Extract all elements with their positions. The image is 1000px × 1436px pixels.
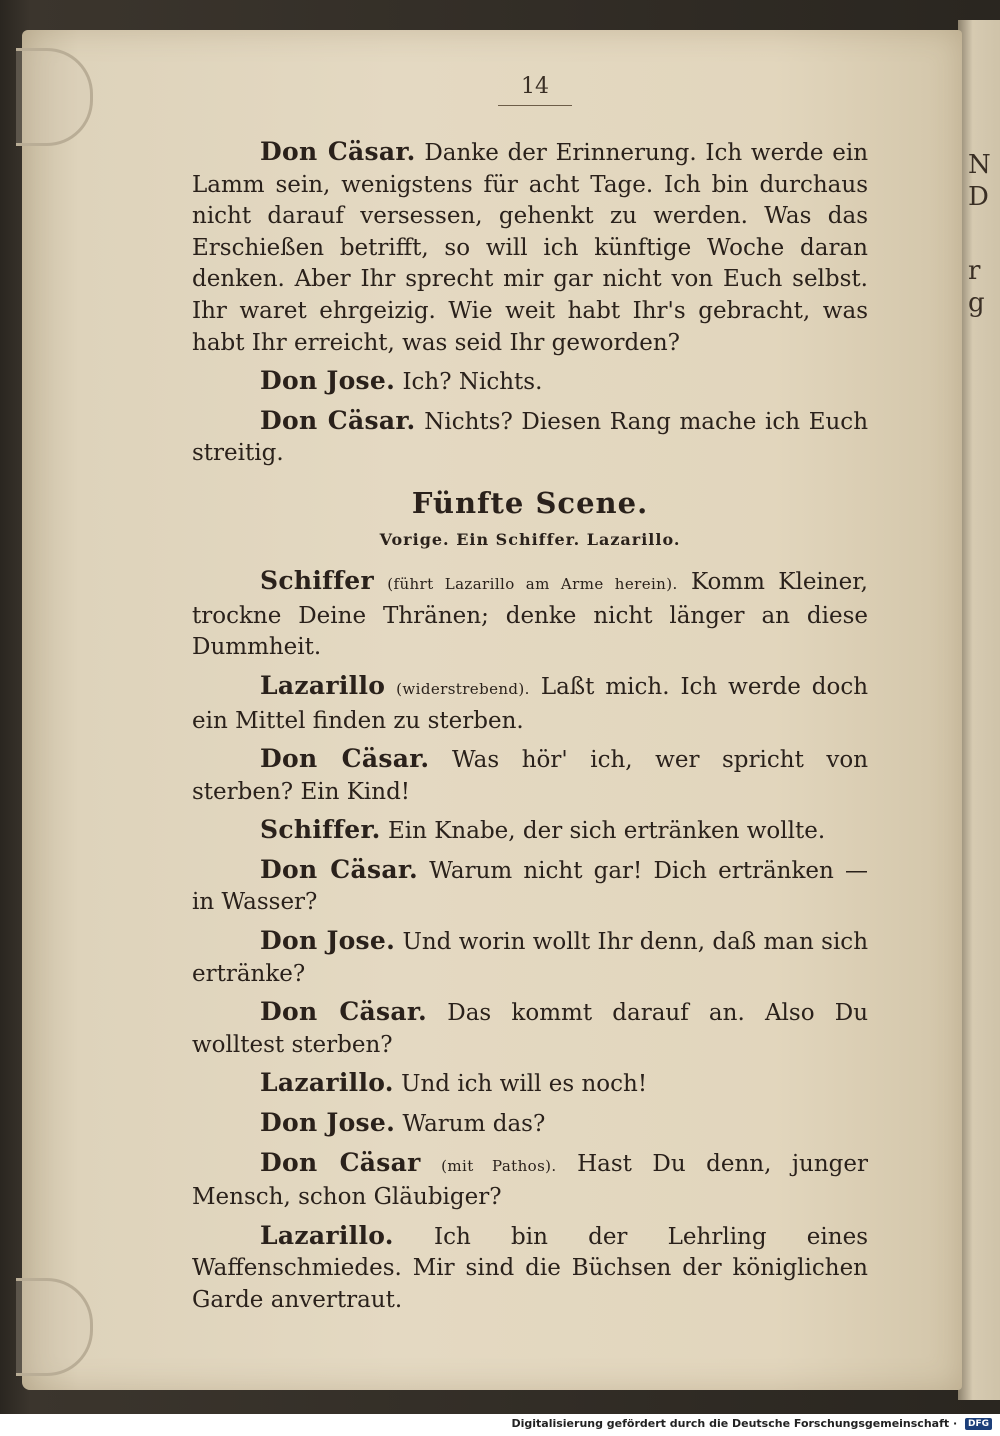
dialogue-text: Ich bin der Lehrling eines Waffenschmiedes. Mir sind die Büchsen der königlichen Garde anvertraut.: [192, 1223, 868, 1313]
speaker-name: Don Jose.: [260, 1108, 396, 1138]
dialogue-paragraph: [192, 925, 868, 990]
dialogue-paragraph: [192, 136, 868, 359]
dialogue-text: Ich? Nichts.: [402, 369, 543, 396]
facing-page-edge: [958, 20, 1000, 1400]
dialogue-text: Warum das?: [402, 1111, 546, 1138]
speaker-name: Don Cäsar: [260, 1147, 421, 1177]
dialogue-paragraph: [192, 365, 868, 399]
stage-direction: (mit Pathos).: [441, 1156, 557, 1175]
dialogue-text: Und worin wollt Ihr denn, daß man sich ertränke?: [192, 929, 869, 987]
dfg-logo-icon: DFG: [965, 1418, 992, 1430]
page-number: 14: [498, 74, 572, 106]
dialogue-text: Laßt mich. Ich werde doch ein Mittel finden zu sterben.: [192, 673, 869, 734]
page-text: [192, 136, 868, 1323]
dialogue-paragraph: [192, 405, 868, 470]
speaker-name: Don Cäsar.: [260, 405, 416, 435]
dialogue-text: Was hör' ich, wer spricht von sterben? Ein Kind!: [192, 747, 869, 805]
dialogue-text: Ein Knabe, der sich ertränken wollte.: [387, 818, 826, 845]
dialogue-paragraph: [192, 1147, 868, 1214]
speaker-name: Lazarillo: [260, 670, 386, 700]
dialogue-paragraph: [192, 996, 868, 1061]
top-page-clip: [16, 48, 93, 146]
dialogue-paragraph: [192, 743, 868, 808]
dialogue-paragraph: [192, 814, 868, 848]
facing-page-fragment: N: [968, 150, 991, 180]
speaker-name: Don Cäsar.: [260, 854, 419, 884]
dialogue-paragraph: [192, 1220, 868, 1317]
speaker-name: Don Jose.: [260, 366, 396, 396]
dialogue-text: Danke der Erinnerung. Ich werde ein Lamm sein, wenigstens für acht Tage. Ich bin durchaus nicht darauf versessen, gehenkt zu werden. Was das Erschießen betrifft, so will ich künftige Woche daran denken. Aber Ihr sprecht mir gar nicht von Euch selbst. Ihr waret ehrgeizig. Wie weit habt Ihr's gebracht, was habt Ihr erreicht, was seid Ihr geworden?: [192, 140, 869, 356]
speaker-name: Don Cäsar.: [260, 997, 428, 1027]
scene-heading: Fünfte Scene.: [411, 485, 649, 520]
dialogue-text: Warum nicht gar! Dich ertränken — in Wasser?: [192, 857, 869, 916]
dialogue-paragraph: [192, 854, 868, 919]
stage-direction: (führt Lazarillo am Arme herein).: [387, 575, 678, 594]
dialogue-text: Das kommt darauf an. Also Du wolltest sterben?: [192, 1000, 869, 1058]
dialogue-text: Nichts? Diesen Rang mache ich Euch streitig.: [192, 408, 869, 467]
dialogue-paragraph: [192, 1067, 868, 1101]
dialogue-paragraph: [192, 670, 868, 737]
speaker-name: Don Jose.: [260, 926, 396, 956]
dialogue-text: Komm Kleiner, trockne Deine Thränen; denke nicht länger an diese Dummheit.: [192, 569, 868, 661]
funding-credit-text: Digitalisierung gefördert durch die Deutsche Forschungsgemeinschaft: [511, 1417, 950, 1430]
funding-credit: Digitalisierung gefördert durch die Deutsche Forschungsgemeinschaft · DFG: [511, 1417, 992, 1430]
speaker-name: Don Cäsar.: [260, 744, 430, 774]
digitization-footer: [0, 1414, 1000, 1436]
dialogue-paragraph: [192, 1107, 868, 1141]
bottom-page-clip: [16, 1278, 93, 1376]
facing-page-fragment: D: [968, 182, 989, 212]
speaker-name: Lazarillo.: [260, 1068, 394, 1098]
speaker-name: Schiffer.: [260, 815, 381, 845]
speaker-name: Don Cäsar.: [260, 137, 416, 166]
dialogue-text: Hast Du denn, junger Mensch, schon Gläubiger?: [192, 1150, 868, 1211]
dialogue-text: Und ich will es noch!: [401, 1071, 648, 1098]
stage-direction: (widerstrebend).: [396, 679, 530, 698]
speaker-name: Lazarillo.: [260, 1220, 394, 1250]
facing-page-fragment: g: [968, 288, 985, 318]
speaker-name: Schiffer: [260, 566, 374, 596]
dialogue-paragraph: [192, 565, 868, 664]
scene-characters: Vorige. Ein Schiffer. Lazarillo.: [379, 529, 681, 549]
facing-page-fragment: r: [968, 256, 981, 286]
